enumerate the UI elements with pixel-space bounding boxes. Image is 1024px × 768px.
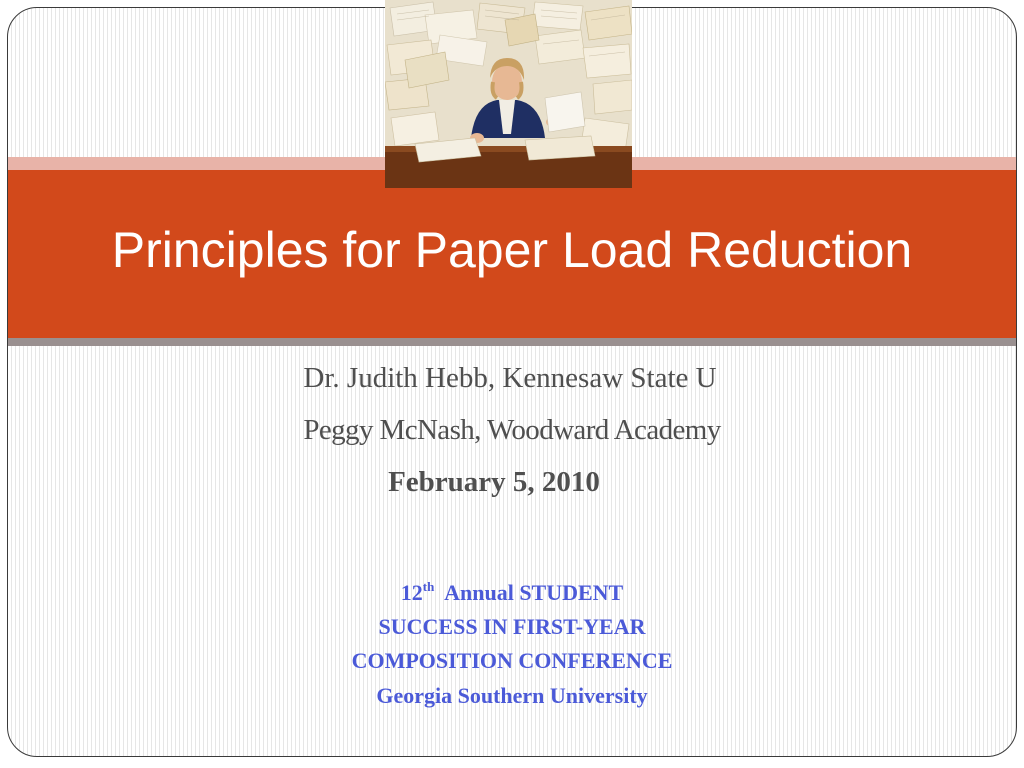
presenter-2: Peggy McNash, Woodward Academy	[303, 414, 721, 446]
conference-host: Georgia Southern University	[376, 683, 648, 708]
conference-ordinal-suffix: th	[422, 579, 435, 594]
presentation-date: February 5, 2010	[388, 466, 600, 498]
conference-line-1-text: Annual STUDENT	[444, 580, 624, 605]
conference-ordinal-number: 12	[400, 580, 423, 605]
slide-title: Principles for Paper Load Reduction	[111, 222, 913, 278]
conference-line-3: COMPOSITION CONFERENCE	[351, 648, 673, 673]
paper-pile-photo	[385, 0, 632, 188]
conference-line-2: SUCCESS IN FIRST-YEAR	[378, 614, 646, 639]
conference-line-1	[0, 579, 1024, 607]
presenter-1: Dr. Judith Hebb, Kennesaw State U	[303, 362, 717, 394]
title-band-bottom-stripe	[8, 338, 1016, 346]
